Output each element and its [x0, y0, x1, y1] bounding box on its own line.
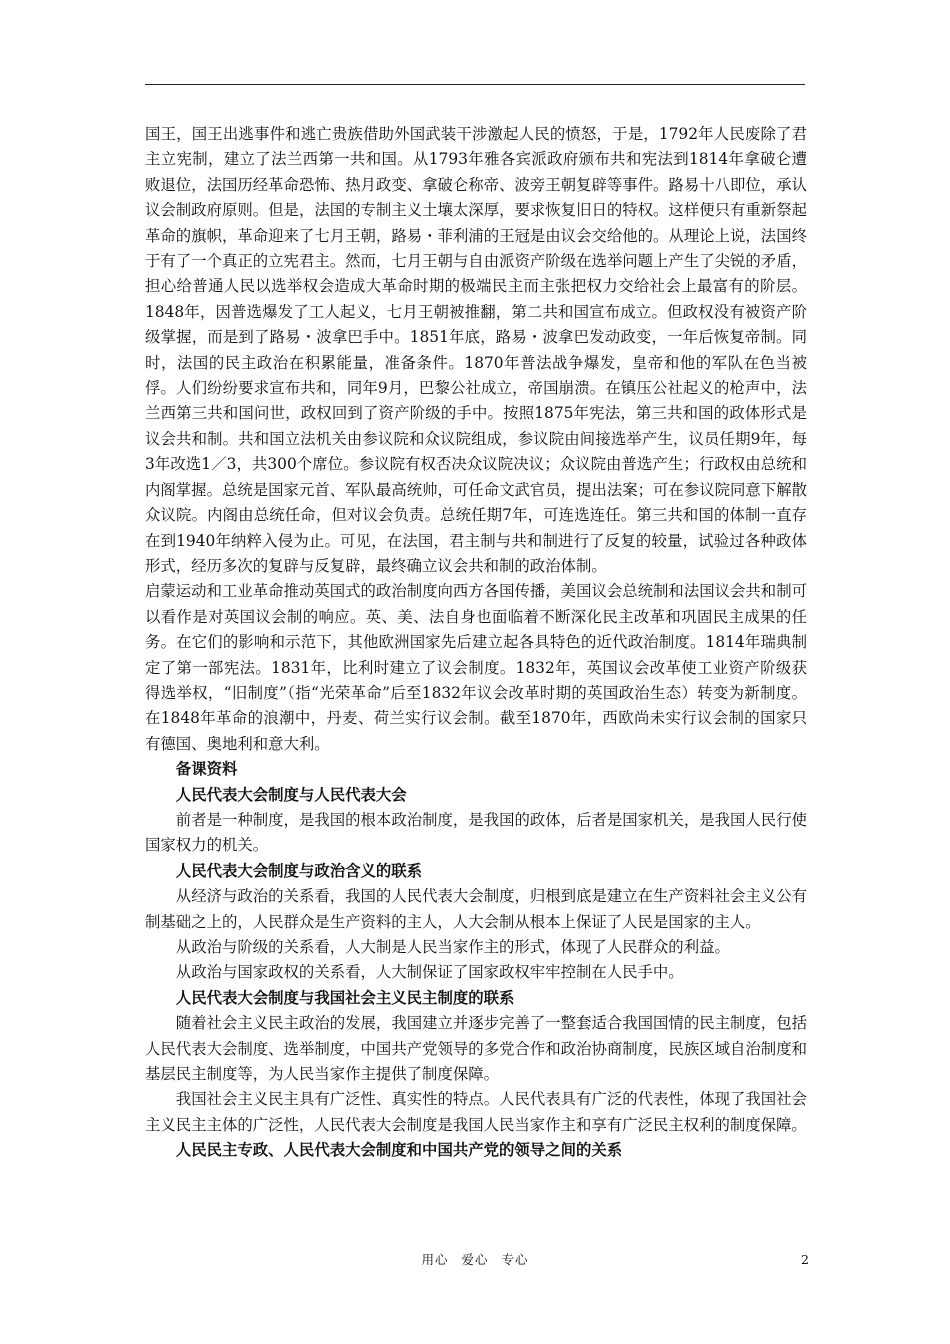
- heading-dictatorship-npc-party: 人民民主专政、人民代表大会制度和中国共产党的领导之间的关系: [175, 1141, 623, 1160]
- page-footer: [0, 1250, 950, 1270]
- paragraph-npc-definition: 前者是一种制度，是我国的根本政治制度，是我国的政体，后者是国家机关，是我国人民行使国家权力的机关。: [145, 810, 807, 855]
- footer-motto: 用心 爱心 专心: [421, 1252, 529, 1267]
- paragraph-politics-state-power: 从政治与国家政权的关系看，人大制保证了国家政权牢牢控制在人民手中。: [175, 963, 684, 982]
- page-number: 2: [801, 1252, 809, 1267]
- paragraph-politics-class: 从政治与阶级的关系看，人大制是人民当家作主的形式，体现了人民群众的利益。: [175, 938, 730, 956]
- document-body: [145, 122, 807, 1164]
- heading-npc-system-vs-congress: 人民代表大会制度与人民代表大会: [175, 785, 407, 804]
- paragraph-economy-politics: 从经济与政治的关系看，我国的人民代表大会制度，归根到底是建立在生产资料社会主义公有制基础之上的，人民群众是生产资料的主人，人大会制从根本上保证了人民是国家的主人。: [145, 887, 807, 931]
- heading-npc-socialist-democracy: 人民代表大会制度与我国社会主义民主制度的联系: [175, 988, 515, 1007]
- paragraph-democratic-systems: 随着社会主义民主政治的发展，我国建立并逐步完善了一整套适合我国国情的民主制度，包括人民代表大会制度、选举制度，中国共产党领导的多党合作和政治协商制度，民族区域自治制度和基层民主制度等，为人民当家作主提供了制度保障。: [145, 1014, 807, 1084]
- paragraph-france-history: 国王，国王出逃事件和逃亡贵族借助外国武装干涉激起人民的愤怒，于是，1792年人民废除了君主立宪制，建立了法兰西第一共和国。从1793年雅各宾派政府颁布共和宪法到1814年拿破仑遭败退位，法国历经革命恐怖、热月政变、拿破仑称帝、波旁王朝复辟等事件。路易十八即位，承认议会制政府原则。但是，法国的专制主义土壤太深厚，要求恢复旧日的特权。这样便只有重新祭起革命的旗帜，革命迎来了七月王朝，路易・菲利浦的王冠是由议会交给他的。从理论上说，法国终于有了一个真正的立宪君主。然而，七月王朝与自由派资产阶级在选举问题上产生了尖锐的矛盾，担心给普通人民以选举权会造成大革命时期的极端民主而主张把权力交给社会上最富有的阶层。1848年，因普选爆发了工人起义，七月王朝被推翻，第二共和国宣布成立。但政权没有被资产阶级掌握，而是到了路易・波拿巴手中。1851年底，路易・波拿巴发动政变，一年后恢复帝制。同时，法国的民主政治在积累能量，准备条件。1870年普法战争爆发，皇帝和他的军队在色当被俘。人们纷纷要求宣布共和，同年9月，巴黎公社成立，帝国崩溃。在镇压公社起义的枪声中，法兰西第三共和国问世，政权回到了资产阶级的手中。按照1875年宪法，第三共和国的政体形式是议会共和制。共和国立法机关由参议院和众议院组成，参议院由间接选举产生，议员任期9年，每3年改选1／3，共300个席位。参议院有权否决众议院决议；众议院由普选产生；行政权由总统和内阁掌握。总统是国家元首、军队最高统帅，可任命文武官员，提出法案；可在参议院同意下解散众议院。内阁由总统任命，但对议会负责。总统任期7年，可连选连任。第三共和国的体制一直存在到1940年纳粹入侵为止。可见，在法国，君主制与共和制进行了反复的较量，试验过各种政体形式，经历多次的复辟与反复辟，最终确立议会共和制的政治体制。: [145, 125, 807, 575]
- header-rule: [145, 84, 805, 85]
- heading-lesson-materials: 备课资料: [175, 760, 238, 779]
- paragraph-europe-spread: 启蒙运动和工业革命推动英国式的政治制度向西方各国传播，美国议会总统制和法国议会共和制可以看作是对英国议会制的响应。英、美、法自身也面临着不断深化民主改革和巩固民主成果的任务。在它们的影响和示范下，其他欧洲国家先后建立起各具特色的近代政治制度。1814年瑞典制定了第一部宪法。1831年，比利时建立了议会制度。1832年，英国议会改革使工业资产阶级获得选举权，“旧制度”（指“光荣革命”后至1832年议会改革时期的英国政治生态）转变为新制度。在1848年革命的浪潮中，丹麦、荷兰实行议会制。截至1870年，西欧尚未实行议会制的国家只有德国、奥地利和意大利。: [145, 582, 807, 753]
- paragraph-democracy-features: 我国社会主义民主具有广泛性、真实性的特点。人民代表具有广泛的代表性，体现了我国社会主义民主主体的广泛性，人民代表大会制度是我国人民当家作主和享有广泛民主权利的制度保障。: [145, 1090, 807, 1134]
- heading-npc-political-meaning: 人民代表大会制度与政治含义的联系: [175, 861, 423, 880]
